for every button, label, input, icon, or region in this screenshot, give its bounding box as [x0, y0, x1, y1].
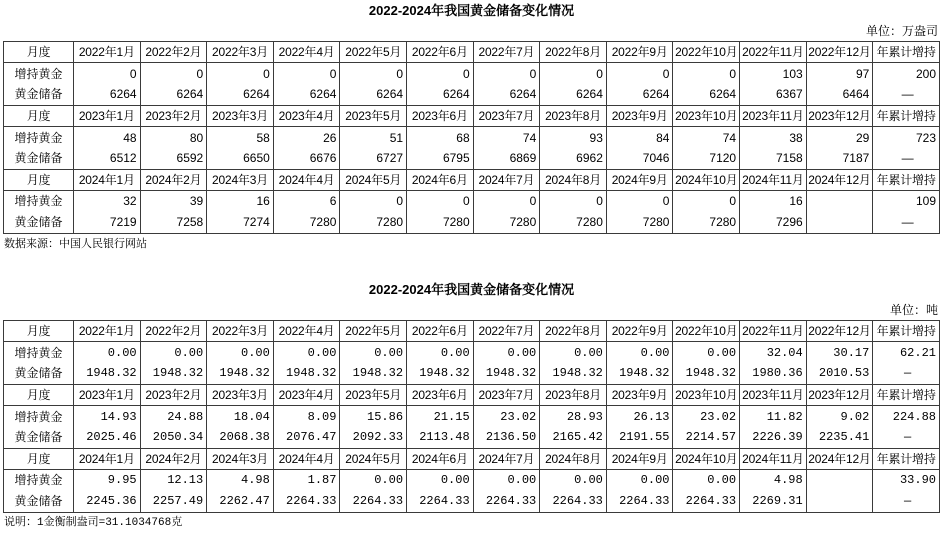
value-cell [806, 470, 873, 491]
value-cell: 0.00 [473, 342, 540, 363]
value-cell: 2025.46 [74, 427, 141, 448]
row-label: 增持黄金 [4, 342, 74, 363]
month-header: 2023年11月 [740, 384, 807, 405]
value-cell: 6869 [473, 148, 540, 169]
value-cell: 7120 [673, 148, 740, 169]
value-cell: 9.02 [806, 406, 873, 427]
value-cell: 6264 [540, 84, 607, 105]
value-cell: 7280 [540, 212, 607, 233]
value-cell: 58 [207, 127, 274, 148]
value-cell: 1948.32 [407, 363, 474, 384]
month-header: 2023年4月 [273, 384, 340, 405]
month-header: 2024年7月 [473, 448, 540, 469]
value-cell: 0.00 [340, 470, 407, 491]
value-cell: 1948.32 [74, 363, 141, 384]
value-cell: 18.04 [207, 406, 274, 427]
value-cell: 1948.32 [273, 363, 340, 384]
value-cell: 0.00 [606, 470, 673, 491]
value-cell: 2264.33 [473, 491, 540, 512]
value-cell: 0 [340, 191, 407, 212]
row-label: 黄金储备 [4, 148, 74, 169]
total-header: 年累计增持 [873, 169, 940, 190]
value-cell: 6592 [140, 148, 207, 169]
month-header: 2024年8月 [540, 169, 607, 190]
month-header: 2022年11月 [740, 42, 807, 63]
month-header: 2024年3月 [207, 448, 274, 469]
value-cell: 30.17 [806, 342, 873, 363]
value-cell: 2264.33 [540, 491, 607, 512]
value-cell: 6962 [540, 148, 607, 169]
month-header: 2022年2月 [140, 321, 207, 342]
header-row [4, 384, 940, 405]
month-header: 2024年2月 [140, 448, 207, 469]
month-header: 2023年12月 [806, 384, 873, 405]
value-cell: 0 [606, 191, 673, 212]
value-cell: 7280 [606, 212, 673, 233]
value-cell: 4.98 [740, 470, 807, 491]
value-cell: 84 [606, 127, 673, 148]
month-header: 2024年8月 [540, 448, 607, 469]
row-label: 黄金储备 [4, 427, 74, 448]
value-cell: 6264 [273, 84, 340, 105]
value-cell: 12.13 [140, 470, 207, 491]
value-cell: 2264.33 [340, 491, 407, 512]
month-header: 2023年7月 [473, 384, 540, 405]
value-cell: 1948.32 [207, 363, 274, 384]
month-header: 2023年1月 [74, 105, 141, 126]
month-header: 2022年7月 [473, 321, 540, 342]
month-header: 2022年3月 [207, 321, 274, 342]
value-cell: 0 [407, 191, 474, 212]
value-cell: 1948.32 [473, 363, 540, 384]
month-header: 2022年12月 [806, 321, 873, 342]
month-header: 2023年12月 [806, 105, 873, 126]
value-cell: 93 [540, 127, 607, 148]
value-cell: 0.00 [473, 470, 540, 491]
total-header: 年累计增持 [873, 448, 940, 469]
value-cell: 51 [340, 127, 407, 148]
value-cell: 15.86 [340, 406, 407, 427]
total-cell: 109 [873, 191, 940, 212]
month-header: 2022年6月 [407, 42, 474, 63]
total-header: 年累计增持 [873, 105, 940, 126]
value-cell: 16 [207, 191, 274, 212]
month-header: 2023年10月 [673, 384, 740, 405]
value-cell: 39 [140, 191, 207, 212]
month-header: 2023年2月 [140, 384, 207, 405]
value-cell: 0 [673, 63, 740, 84]
value-cell: 21.15 [407, 406, 474, 427]
value-cell: 7187 [806, 148, 873, 169]
unit-label-tonnes: 单位：吨 [889, 303, 938, 317]
unit-label-ounces: 单位：万盎司 [865, 24, 938, 38]
total-cell: — [873, 491, 940, 512]
month-header: 2022年4月 [273, 321, 340, 342]
month-header: 2022年10月 [673, 42, 740, 63]
value-cell: 0 [74, 63, 141, 84]
row-header-label: 月度 [4, 105, 74, 126]
increase-row [4, 470, 940, 491]
increase-row [4, 63, 940, 84]
row-label: 黄金储备 [4, 363, 74, 384]
month-header: 2022年11月 [740, 321, 807, 342]
value-cell: 0 [207, 63, 274, 84]
total-header: 年累计增持 [873, 321, 940, 342]
value-cell: 6264 [140, 84, 207, 105]
value-cell: 1.87 [273, 470, 340, 491]
value-cell: 0.00 [407, 470, 474, 491]
value-cell: 74 [473, 127, 540, 148]
month-header: 2023年9月 [606, 105, 673, 126]
month-header: 2024年12月 [806, 169, 873, 190]
value-cell: 2092.33 [340, 427, 407, 448]
month-header: 2024年10月 [673, 169, 740, 190]
row-header-label: 月度 [4, 448, 74, 469]
value-cell: 0.00 [540, 342, 607, 363]
row-header-label: 月度 [4, 169, 74, 190]
value-cell: 0.00 [207, 342, 274, 363]
value-cell: 9.95 [74, 470, 141, 491]
month-header: 2024年11月 [740, 448, 807, 469]
month-header: 2023年3月 [207, 384, 274, 405]
value-cell: 0.00 [673, 470, 740, 491]
value-cell: 80 [140, 127, 207, 148]
value-cell: 7280 [473, 212, 540, 233]
value-cell: 2226.39 [740, 427, 807, 448]
value-cell [806, 191, 873, 212]
total-cell: 33.90 [873, 470, 940, 491]
row-label: 增持黄金 [4, 470, 74, 491]
value-cell: 2245.36 [74, 491, 141, 512]
value-cell: 38 [740, 127, 807, 148]
month-header: 2023年8月 [540, 384, 607, 405]
row-label: 黄金储备 [4, 84, 74, 105]
value-cell: 0.00 [606, 342, 673, 363]
value-cell: 2136.50 [473, 427, 540, 448]
value-cell: 32 [74, 191, 141, 212]
month-header: 2023年1月 [74, 384, 141, 405]
value-cell: 24.88 [140, 406, 207, 427]
value-cell: 6464 [806, 84, 873, 105]
value-cell: 0 [473, 191, 540, 212]
row-label: 黄金储备 [4, 491, 74, 512]
month-header: 2022年6月 [407, 321, 474, 342]
value-cell: 2214.57 [673, 427, 740, 448]
value-cell: 4.98 [207, 470, 274, 491]
value-cell: 26 [273, 127, 340, 148]
value-cell: 6650 [207, 148, 274, 169]
month-header: 2023年11月 [740, 105, 807, 126]
month-header: 2022年5月 [340, 321, 407, 342]
value-cell: 7280 [673, 212, 740, 233]
month-header: 2024年11月 [740, 169, 807, 190]
reserve-row [4, 363, 940, 384]
value-cell [806, 491, 873, 512]
value-cell: 2068.38 [207, 427, 274, 448]
value-cell: 0.00 [273, 342, 340, 363]
value-cell: 7296 [740, 212, 807, 233]
month-header: 2024年6月 [407, 448, 474, 469]
header-row [4, 169, 940, 190]
value-cell: 6367 [740, 84, 807, 105]
value-cell: 7280 [340, 212, 407, 233]
reserve-row [4, 84, 940, 105]
value-cell: 23.02 [673, 406, 740, 427]
month-header: 2022年9月 [606, 321, 673, 342]
value-cell: 0 [140, 63, 207, 84]
value-cell: 1980.36 [740, 363, 807, 384]
value-cell: 0 [340, 63, 407, 84]
total-cell: — [873, 148, 940, 169]
value-cell: 1948.32 [673, 363, 740, 384]
value-cell: 6264 [606, 84, 673, 105]
value-cell: 2264.33 [273, 491, 340, 512]
value-cell [806, 212, 873, 233]
month-header: 2023年6月 [407, 384, 474, 405]
row-header-label: 月度 [4, 384, 74, 405]
value-cell: 16 [740, 191, 807, 212]
value-cell: 6264 [407, 84, 474, 105]
month-header: 2022年2月 [140, 42, 207, 63]
value-cell: 7158 [740, 148, 807, 169]
total-cell: — [873, 212, 940, 233]
value-cell: 48 [74, 127, 141, 148]
report-title-tonnes: 2022-2024年我国黄金储备变化情况 [368, 282, 575, 297]
row-label: 黄金储备 [4, 212, 74, 233]
value-cell: 74 [673, 127, 740, 148]
value-cell: 0.00 [540, 470, 607, 491]
month-header: 2023年4月 [273, 105, 340, 126]
month-header: 2024年5月 [340, 169, 407, 190]
month-header: 2022年4月 [273, 42, 340, 63]
header-row [4, 448, 940, 469]
month-header: 2024年9月 [606, 448, 673, 469]
value-cell: 0 [540, 191, 607, 212]
month-header: 2024年5月 [340, 448, 407, 469]
month-header: 2024年12月 [806, 448, 873, 469]
value-cell: 29 [806, 127, 873, 148]
value-cell: 7046 [606, 148, 673, 169]
month-header: 2022年1月 [74, 42, 141, 63]
value-cell: 6676 [273, 148, 340, 169]
value-cell: 6727 [340, 148, 407, 169]
value-cell: 6264 [340, 84, 407, 105]
gold-reserve-table-tonnes [3, 320, 940, 513]
month-header: 2022年9月 [606, 42, 673, 63]
month-header: 2022年3月 [207, 42, 274, 63]
value-cell: 6264 [74, 84, 141, 105]
value-cell: 0.00 [140, 342, 207, 363]
reserve-row [4, 212, 940, 233]
value-cell: 6512 [74, 148, 141, 169]
conversion-note: 说明：1金衡制盎司=31.1034768克 [4, 517, 183, 529]
row-label: 增持黄金 [4, 63, 74, 84]
total-cell: 200 [873, 63, 940, 84]
report-title-ounces: 2022-2024年我国黄金储备变化情况 [368, 3, 575, 18]
value-cell: 97 [806, 63, 873, 84]
value-cell: 2264.33 [606, 491, 673, 512]
month-header: 2023年5月 [340, 105, 407, 126]
value-cell: 1948.32 [340, 363, 407, 384]
total-cell: — [873, 427, 940, 448]
total-cell: 62.21 [873, 342, 940, 363]
header-row [4, 321, 940, 342]
value-cell: 2113.48 [407, 427, 474, 448]
value-cell: 0.00 [74, 342, 141, 363]
month-header: 2024年7月 [473, 169, 540, 190]
source-note: 数据来源：中国人民银行网站 [4, 239, 147, 251]
header-row [4, 42, 940, 63]
value-cell: 7274 [207, 212, 274, 233]
value-cell: 2191.55 [606, 427, 673, 448]
row-label: 增持黄金 [4, 191, 74, 212]
value-cell: 0 [673, 191, 740, 212]
total-cell: 723 [873, 127, 940, 148]
month-header: 2023年9月 [606, 384, 673, 405]
value-cell: 0.00 [407, 342, 474, 363]
value-cell: 2050.34 [140, 427, 207, 448]
value-cell: 7258 [140, 212, 207, 233]
month-header: 2022年8月 [540, 42, 607, 63]
month-header: 2024年6月 [407, 169, 474, 190]
increase-row [4, 127, 940, 148]
month-header: 2022年1月 [74, 321, 141, 342]
row-label: 增持黄金 [4, 406, 74, 427]
month-header: 2024年3月 [207, 169, 274, 190]
reserve-row [4, 427, 940, 448]
value-cell: 2269.31 [740, 491, 807, 512]
month-header: 2024年9月 [606, 169, 673, 190]
month-header: 2023年10月 [673, 105, 740, 126]
value-cell: 7219 [74, 212, 141, 233]
value-cell: 23.02 [473, 406, 540, 427]
increase-row [4, 191, 940, 212]
month-header: 2023年3月 [207, 105, 274, 126]
month-header: 2024年10月 [673, 448, 740, 469]
month-header: 2023年7月 [473, 105, 540, 126]
value-cell: 6264 [473, 84, 540, 105]
value-cell: 2257.49 [140, 491, 207, 512]
total-cell: — [873, 363, 940, 384]
total-header: 年累计增持 [873, 42, 940, 63]
value-cell: 68 [407, 127, 474, 148]
value-cell: 2165.42 [540, 427, 607, 448]
value-cell: 2076.47 [273, 427, 340, 448]
month-header: 2023年5月 [340, 384, 407, 405]
value-cell: 103 [740, 63, 807, 84]
value-cell: 0.00 [673, 342, 740, 363]
month-header: 2024年2月 [140, 169, 207, 190]
value-cell: 14.93 [74, 406, 141, 427]
value-cell: 2010.53 [806, 363, 873, 384]
month-header: 2022年10月 [673, 321, 740, 342]
value-cell: 0 [273, 63, 340, 84]
total-cell: — [873, 84, 940, 105]
row-header-label: 月度 [4, 321, 74, 342]
value-cell: 0 [606, 63, 673, 84]
header-row [4, 105, 940, 126]
value-cell: 28.93 [540, 406, 607, 427]
gold-reserve-table-ounces [3, 41, 940, 234]
value-cell: 8.09 [273, 406, 340, 427]
value-cell: 2264.33 [673, 491, 740, 512]
value-cell: 32.04 [740, 342, 807, 363]
value-cell: 2262.47 [207, 491, 274, 512]
month-header: 2023年8月 [540, 105, 607, 126]
value-cell: 0.00 [340, 342, 407, 363]
value-cell: 0 [540, 63, 607, 84]
value-cell: 1948.32 [140, 363, 207, 384]
value-cell: 6795 [407, 148, 474, 169]
value-cell: 1948.32 [540, 363, 607, 384]
value-cell: 2264.33 [407, 491, 474, 512]
month-header: 2022年8月 [540, 321, 607, 342]
value-cell: 26.13 [606, 406, 673, 427]
increase-row [4, 342, 940, 363]
row-header-label: 月度 [4, 42, 74, 63]
month-header: 2023年6月 [407, 105, 474, 126]
month-header: 2022年5月 [340, 42, 407, 63]
month-header: 2024年4月 [273, 448, 340, 469]
value-cell: 6264 [207, 84, 274, 105]
month-header: 2024年4月 [273, 169, 340, 190]
month-header: 2024年1月 [74, 448, 141, 469]
month-header: 2022年7月 [473, 42, 540, 63]
value-cell: 1948.32 [606, 363, 673, 384]
value-cell: 7280 [407, 212, 474, 233]
value-cell: 6264 [673, 84, 740, 105]
total-cell: 224.88 [873, 406, 940, 427]
month-header: 2024年1月 [74, 169, 141, 190]
value-cell: 2235.41 [806, 427, 873, 448]
increase-row [4, 406, 940, 427]
row-label: 增持黄金 [4, 127, 74, 148]
value-cell: 11.82 [740, 406, 807, 427]
month-header: 2022年12月 [806, 42, 873, 63]
reserve-row [4, 148, 940, 169]
value-cell: 6 [273, 191, 340, 212]
reserve-row [4, 491, 940, 512]
value-cell: 0 [407, 63, 474, 84]
month-header: 2023年2月 [140, 105, 207, 126]
value-cell: 7280 [273, 212, 340, 233]
total-header: 年累计增持 [873, 384, 940, 405]
value-cell: 0 [473, 63, 540, 84]
